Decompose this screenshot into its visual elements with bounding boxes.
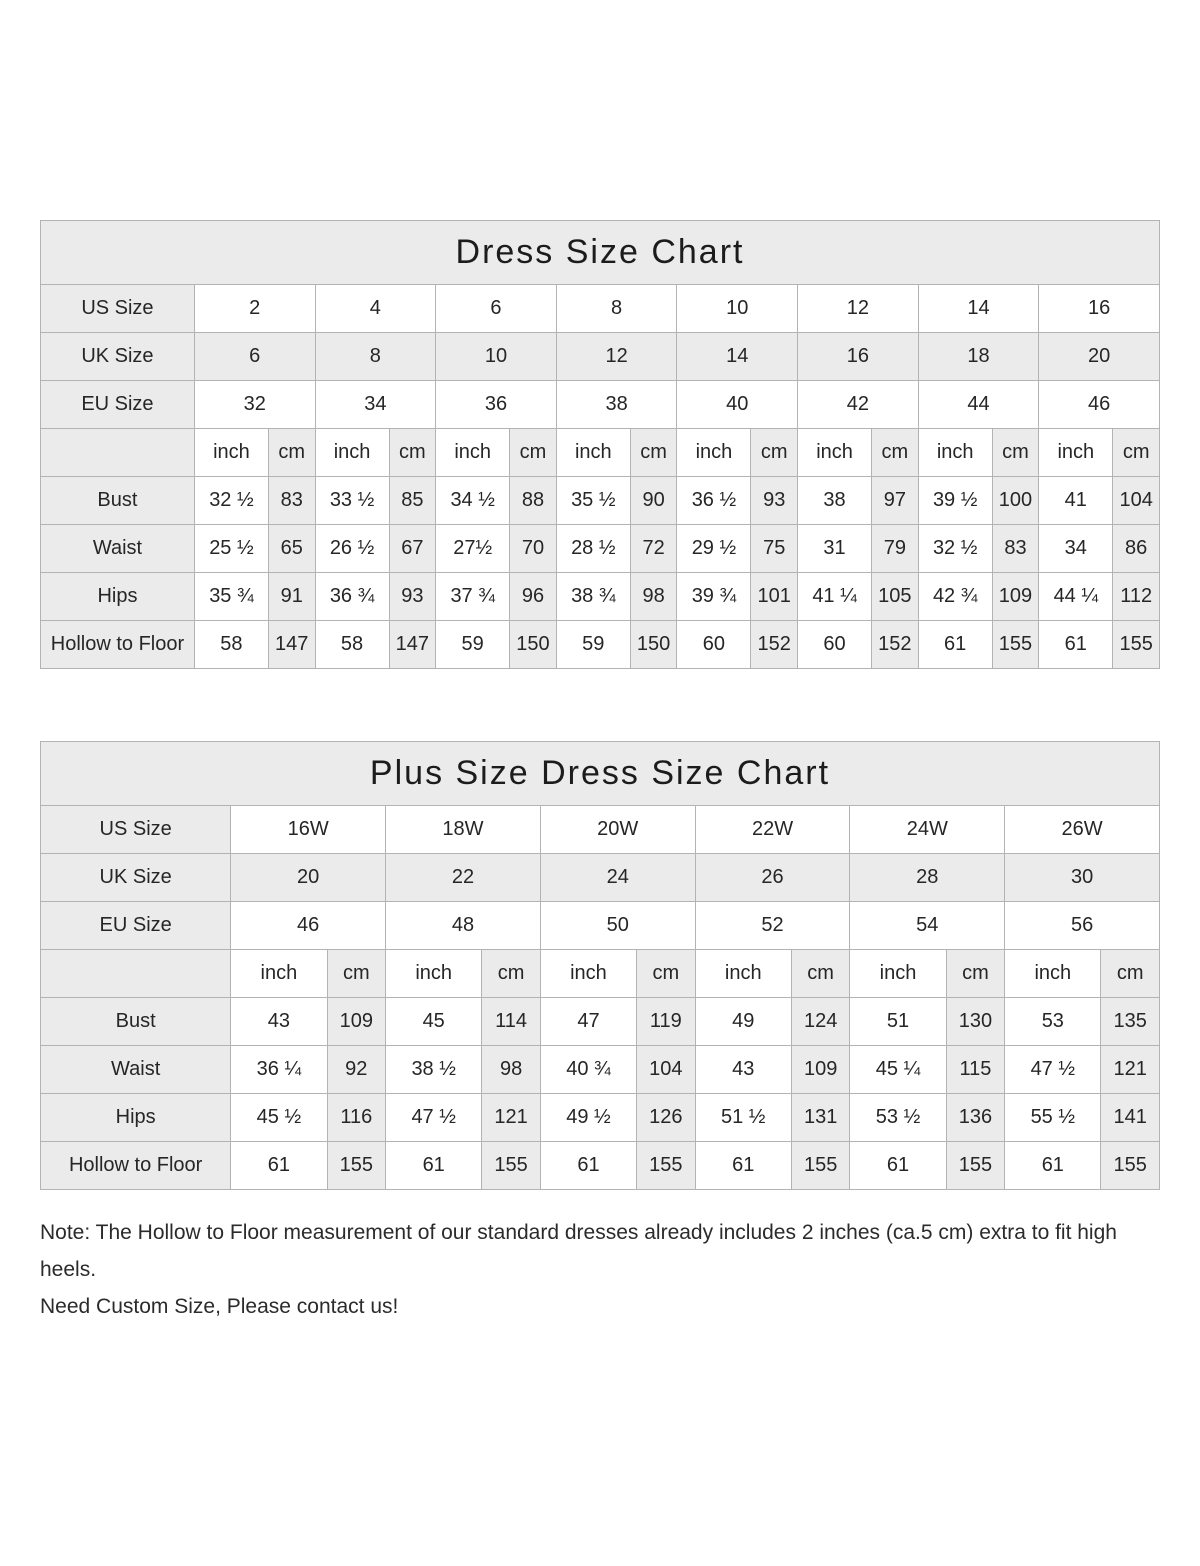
measure-cm-cell: 100 [992, 477, 1039, 525]
unit-cm-cell: cm [389, 429, 436, 477]
measure-inch-cell: 28 ½ [556, 525, 630, 573]
measure-inch-cell: 45 [386, 998, 482, 1046]
unit-inch-cell: inch [540, 950, 636, 998]
size-value-cell: 52 [695, 902, 850, 950]
measure-inch-cell: 41 ¼ [798, 573, 872, 621]
measure-inch-cell: 39 ½ [918, 477, 992, 525]
measure-cm-cell: 70 [510, 525, 557, 573]
unit-inch-cell: inch [231, 950, 327, 998]
measure-inch-cell: 61 [918, 621, 992, 669]
measure-cm-cell: 109 [992, 573, 1039, 621]
measure-cm-cell: 155 [791, 1142, 850, 1190]
size-value-cell: 46 [231, 902, 386, 950]
size-value-cell: 34 [315, 381, 436, 429]
size-value-cell: 28 [850, 854, 1005, 902]
size-value-cell: 26W [1005, 806, 1160, 854]
measure-cm-cell: 147 [268, 621, 315, 669]
unit-inch-cell: inch [677, 429, 751, 477]
unit-cm-cell: cm [751, 429, 798, 477]
row-label: Waist [41, 1046, 231, 1094]
measure-cm-cell: 136 [946, 1094, 1005, 1142]
measure-inch-cell: 34 [1039, 525, 1113, 573]
measure-cm-cell: 115 [946, 1046, 1005, 1094]
measure-cm-cell: 85 [389, 477, 436, 525]
measure-inch-cell: 49 ½ [540, 1094, 636, 1142]
unit-cm-cell: cm [482, 950, 541, 998]
size-value-cell: 40 [677, 381, 798, 429]
size-value-cell: 14 [918, 285, 1039, 333]
unit-cm-cell: cm [630, 429, 677, 477]
unit-row-label [41, 950, 231, 998]
size-value-cell: 12 [798, 285, 919, 333]
unit-cm-cell: cm [791, 950, 850, 998]
measure-inch-cell: 41 [1039, 477, 1113, 525]
measure-cm-cell: 83 [268, 477, 315, 525]
measure-inch-cell: 51 ½ [695, 1094, 791, 1142]
size-value-cell: 22 [386, 854, 541, 902]
measure-inch-cell: 53 ½ [850, 1094, 946, 1142]
measure-cm-cell: 67 [389, 525, 436, 573]
size-value-cell: 30 [1005, 854, 1160, 902]
measure-inch-cell: 51 [850, 998, 946, 1046]
measure-inch-cell: 35 ½ [556, 477, 630, 525]
measure-cm-cell: 109 [791, 1046, 850, 1094]
measure-cm-cell: 109 [327, 998, 386, 1046]
size-value-cell: 6 [436, 285, 557, 333]
unit-row-label [41, 429, 195, 477]
unit-cm-cell: cm [872, 429, 919, 477]
measure-inch-cell: 55 ½ [1005, 1094, 1101, 1142]
row-label: Hollow to Floor [41, 1142, 231, 1190]
size-value-cell: 26 [695, 854, 850, 902]
size-value-cell: 16 [1039, 285, 1160, 333]
measure-inch-cell: 58 [315, 621, 389, 669]
row-label: US Size [41, 806, 231, 854]
measure-inch-cell: 38 [798, 477, 872, 525]
row-label: UK Size [41, 333, 195, 381]
measure-inch-cell: 45 ½ [231, 1094, 327, 1142]
row-label: Waist [41, 525, 195, 573]
unit-inch-cell: inch [850, 950, 946, 998]
measure-inch-cell: 27½ [436, 525, 510, 573]
measure-inch-cell: 25 ½ [194, 525, 268, 573]
size-value-cell: 12 [556, 333, 677, 381]
measure-inch-cell: 29 ½ [677, 525, 751, 573]
measure-inch-cell: 47 ½ [1005, 1046, 1101, 1094]
size-value-cell: 24 [540, 854, 695, 902]
unit-inch-cell: inch [1039, 429, 1113, 477]
measure-cm-cell: 126 [637, 1094, 696, 1142]
measure-cm-cell: 114 [482, 998, 541, 1046]
measure-cm-cell: 104 [637, 1046, 696, 1094]
note-hollow-to-floor: Note: The Hollow to Floor measurement of our standard dresses already includes 2 inches (ca.5 cm) extra to fit high heels. [40, 1221, 1117, 1281]
measure-inch-cell: 49 [695, 998, 791, 1046]
measure-inch-cell: 38 ¾ [556, 573, 630, 621]
measure-cm-cell: 97 [872, 477, 919, 525]
table-title: Dress Size Chart [41, 221, 1160, 285]
measure-inch-cell: 47 [540, 998, 636, 1046]
measure-inch-cell: 36 ¾ [315, 573, 389, 621]
unit-cm-cell: cm [1113, 429, 1160, 477]
measure-inch-cell: 60 [798, 621, 872, 669]
size-value-cell: 20W [540, 806, 695, 854]
measure-cm-cell: 79 [872, 525, 919, 573]
measure-cm-cell: 119 [637, 998, 696, 1046]
size-value-cell: 48 [386, 902, 541, 950]
note-custom-size: Need Custom Size, Please contact us! [40, 1295, 399, 1318]
unit-cm-cell: cm [510, 429, 557, 477]
measure-cm-cell: 96 [510, 573, 557, 621]
measure-cm-cell: 150 [510, 621, 557, 669]
measure-cm-cell: 98 [482, 1046, 541, 1094]
unit-inch-cell: inch [1005, 950, 1101, 998]
row-label: Bust [41, 998, 231, 1046]
unit-inch-cell: inch [315, 429, 389, 477]
measure-cm-cell: 155 [482, 1142, 541, 1190]
measure-cm-cell: 75 [751, 525, 798, 573]
size-value-cell: 4 [315, 285, 436, 333]
measure-cm-cell: 93 [389, 573, 436, 621]
size-value-cell: 24W [850, 806, 1005, 854]
measure-cm-cell: 72 [630, 525, 677, 573]
size-value-cell: 46 [1039, 381, 1160, 429]
unit-cm-cell: cm [1101, 950, 1160, 998]
size-value-cell: 44 [918, 381, 1039, 429]
size-value-cell: 20 [231, 854, 386, 902]
unit-cm-cell: cm [946, 950, 1005, 998]
size-value-cell: 8 [315, 333, 436, 381]
measure-inch-cell: 43 [695, 1046, 791, 1094]
measure-inch-cell: 59 [436, 621, 510, 669]
row-label: Hips [41, 1094, 231, 1142]
size-value-cell: 8 [556, 285, 677, 333]
measure-cm-cell: 155 [327, 1142, 386, 1190]
measure-inch-cell: 26 ½ [315, 525, 389, 573]
measure-cm-cell: 121 [1101, 1046, 1160, 1094]
size-value-cell: 2 [194, 285, 315, 333]
measure-cm-cell: 155 [992, 621, 1039, 669]
measure-cm-cell: 93 [751, 477, 798, 525]
size-value-cell: 20 [1039, 333, 1160, 381]
measure-inch-cell: 58 [194, 621, 268, 669]
unit-cm-cell: cm [268, 429, 315, 477]
standard-size-table [40, 220, 1160, 669]
measure-cm-cell: 83 [992, 525, 1039, 573]
row-label: Bust [41, 477, 195, 525]
measure-cm-cell: 86 [1113, 525, 1160, 573]
row-label: US Size [41, 285, 195, 333]
measure-cm-cell: 141 [1101, 1094, 1160, 1142]
size-value-cell: 32 [194, 381, 315, 429]
measure-cm-cell: 152 [872, 621, 919, 669]
measure-cm-cell: 90 [630, 477, 677, 525]
measure-inch-cell: 61 [850, 1142, 946, 1190]
measure-cm-cell: 116 [327, 1094, 386, 1142]
measure-cm-cell: 124 [791, 998, 850, 1046]
measure-cm-cell: 65 [268, 525, 315, 573]
row-label: EU Size [41, 381, 195, 429]
measure-inch-cell: 47 ½ [386, 1094, 482, 1142]
measure-cm-cell: 101 [751, 573, 798, 621]
size-value-cell: 38 [556, 381, 677, 429]
measure-cm-cell: 155 [1101, 1142, 1160, 1190]
measure-inch-cell: 42 ¾ [918, 573, 992, 621]
measure-inch-cell: 45 ¼ [850, 1046, 946, 1094]
size-value-cell: 54 [850, 902, 1005, 950]
measure-inch-cell: 61 [1005, 1142, 1101, 1190]
measure-cm-cell: 98 [630, 573, 677, 621]
measure-cm-cell: 152 [751, 621, 798, 669]
unit-cm-cell: cm [637, 950, 696, 998]
size-value-cell: 18W [386, 806, 541, 854]
measure-inch-cell: 33 ½ [315, 477, 389, 525]
measure-inch-cell: 61 [386, 1142, 482, 1190]
measure-inch-cell: 31 [798, 525, 872, 573]
unit-inch-cell: inch [695, 950, 791, 998]
measure-cm-cell: 135 [1101, 998, 1160, 1046]
unit-cm-cell: cm [327, 950, 386, 998]
measure-inch-cell: 61 [540, 1142, 636, 1190]
row-label: EU Size [41, 902, 231, 950]
row-label: UK Size [41, 854, 231, 902]
measure-inch-cell: 36 ¼ [231, 1046, 327, 1094]
measure-inch-cell: 59 [556, 621, 630, 669]
measure-cm-cell: 121 [482, 1094, 541, 1142]
measure-inch-cell: 43 [231, 998, 327, 1046]
size-value-cell: 56 [1005, 902, 1160, 950]
size-value-cell: 36 [436, 381, 557, 429]
row-label: Hollow to Floor [41, 621, 195, 669]
measure-inch-cell: 60 [677, 621, 751, 669]
measure-inch-cell: 38 ½ [386, 1046, 482, 1094]
measure-inch-cell: 53 [1005, 998, 1101, 1046]
measure-cm-cell: 92 [327, 1046, 386, 1094]
measure-cm-cell: 131 [791, 1094, 850, 1142]
unit-inch-cell: inch [386, 950, 482, 998]
measure-cm-cell: 105 [872, 573, 919, 621]
measure-inch-cell: 34 ½ [436, 477, 510, 525]
unit-inch-cell: inch [436, 429, 510, 477]
size-value-cell: 10 [677, 285, 798, 333]
measure-cm-cell: 104 [1113, 477, 1160, 525]
size-value-cell: 6 [194, 333, 315, 381]
measure-cm-cell: 155 [946, 1142, 1005, 1190]
measure-inch-cell: 61 [231, 1142, 327, 1190]
size-value-cell: 42 [798, 381, 919, 429]
size-value-cell: 10 [436, 333, 557, 381]
measure-cm-cell: 112 [1113, 573, 1160, 621]
size-value-cell: 50 [540, 902, 695, 950]
measure-cm-cell: 147 [389, 621, 436, 669]
measure-inch-cell: 39 ¾ [677, 573, 751, 621]
measure-cm-cell: 91 [268, 573, 315, 621]
size-value-cell: 18 [918, 333, 1039, 381]
measure-inch-cell: 37 ¾ [436, 573, 510, 621]
size-value-cell: 14 [677, 333, 798, 381]
measure-inch-cell: 44 ¼ [1039, 573, 1113, 621]
unit-inch-cell: inch [918, 429, 992, 477]
measure-cm-cell: 130 [946, 998, 1005, 1046]
size-value-cell: 16W [231, 806, 386, 854]
plus-size-table [40, 741, 1160, 1190]
unit-cm-cell: cm [992, 429, 1039, 477]
size-value-cell: 16 [798, 333, 919, 381]
table-title: Plus Size Dress Size Chart [41, 742, 1160, 806]
measure-inch-cell: 36 ½ [677, 477, 751, 525]
unit-inch-cell: inch [798, 429, 872, 477]
measure-inch-cell: 61 [1039, 621, 1113, 669]
measure-cm-cell: 88 [510, 477, 557, 525]
measure-cm-cell: 155 [1113, 621, 1160, 669]
notes-section [40, 1214, 1160, 1325]
measure-inch-cell: 35 ¾ [194, 573, 268, 621]
unit-inch-cell: inch [194, 429, 268, 477]
size-value-cell: 22W [695, 806, 850, 854]
measure-inch-cell: 32 ½ [194, 477, 268, 525]
measure-cm-cell: 150 [630, 621, 677, 669]
measure-inch-cell: 32 ½ [918, 525, 992, 573]
unit-inch-cell: inch [556, 429, 630, 477]
measure-cm-cell: 155 [637, 1142, 696, 1190]
measure-inch-cell: 61 [695, 1142, 791, 1190]
row-label: Hips [41, 573, 195, 621]
measure-inch-cell: 40 ¾ [540, 1046, 636, 1094]
